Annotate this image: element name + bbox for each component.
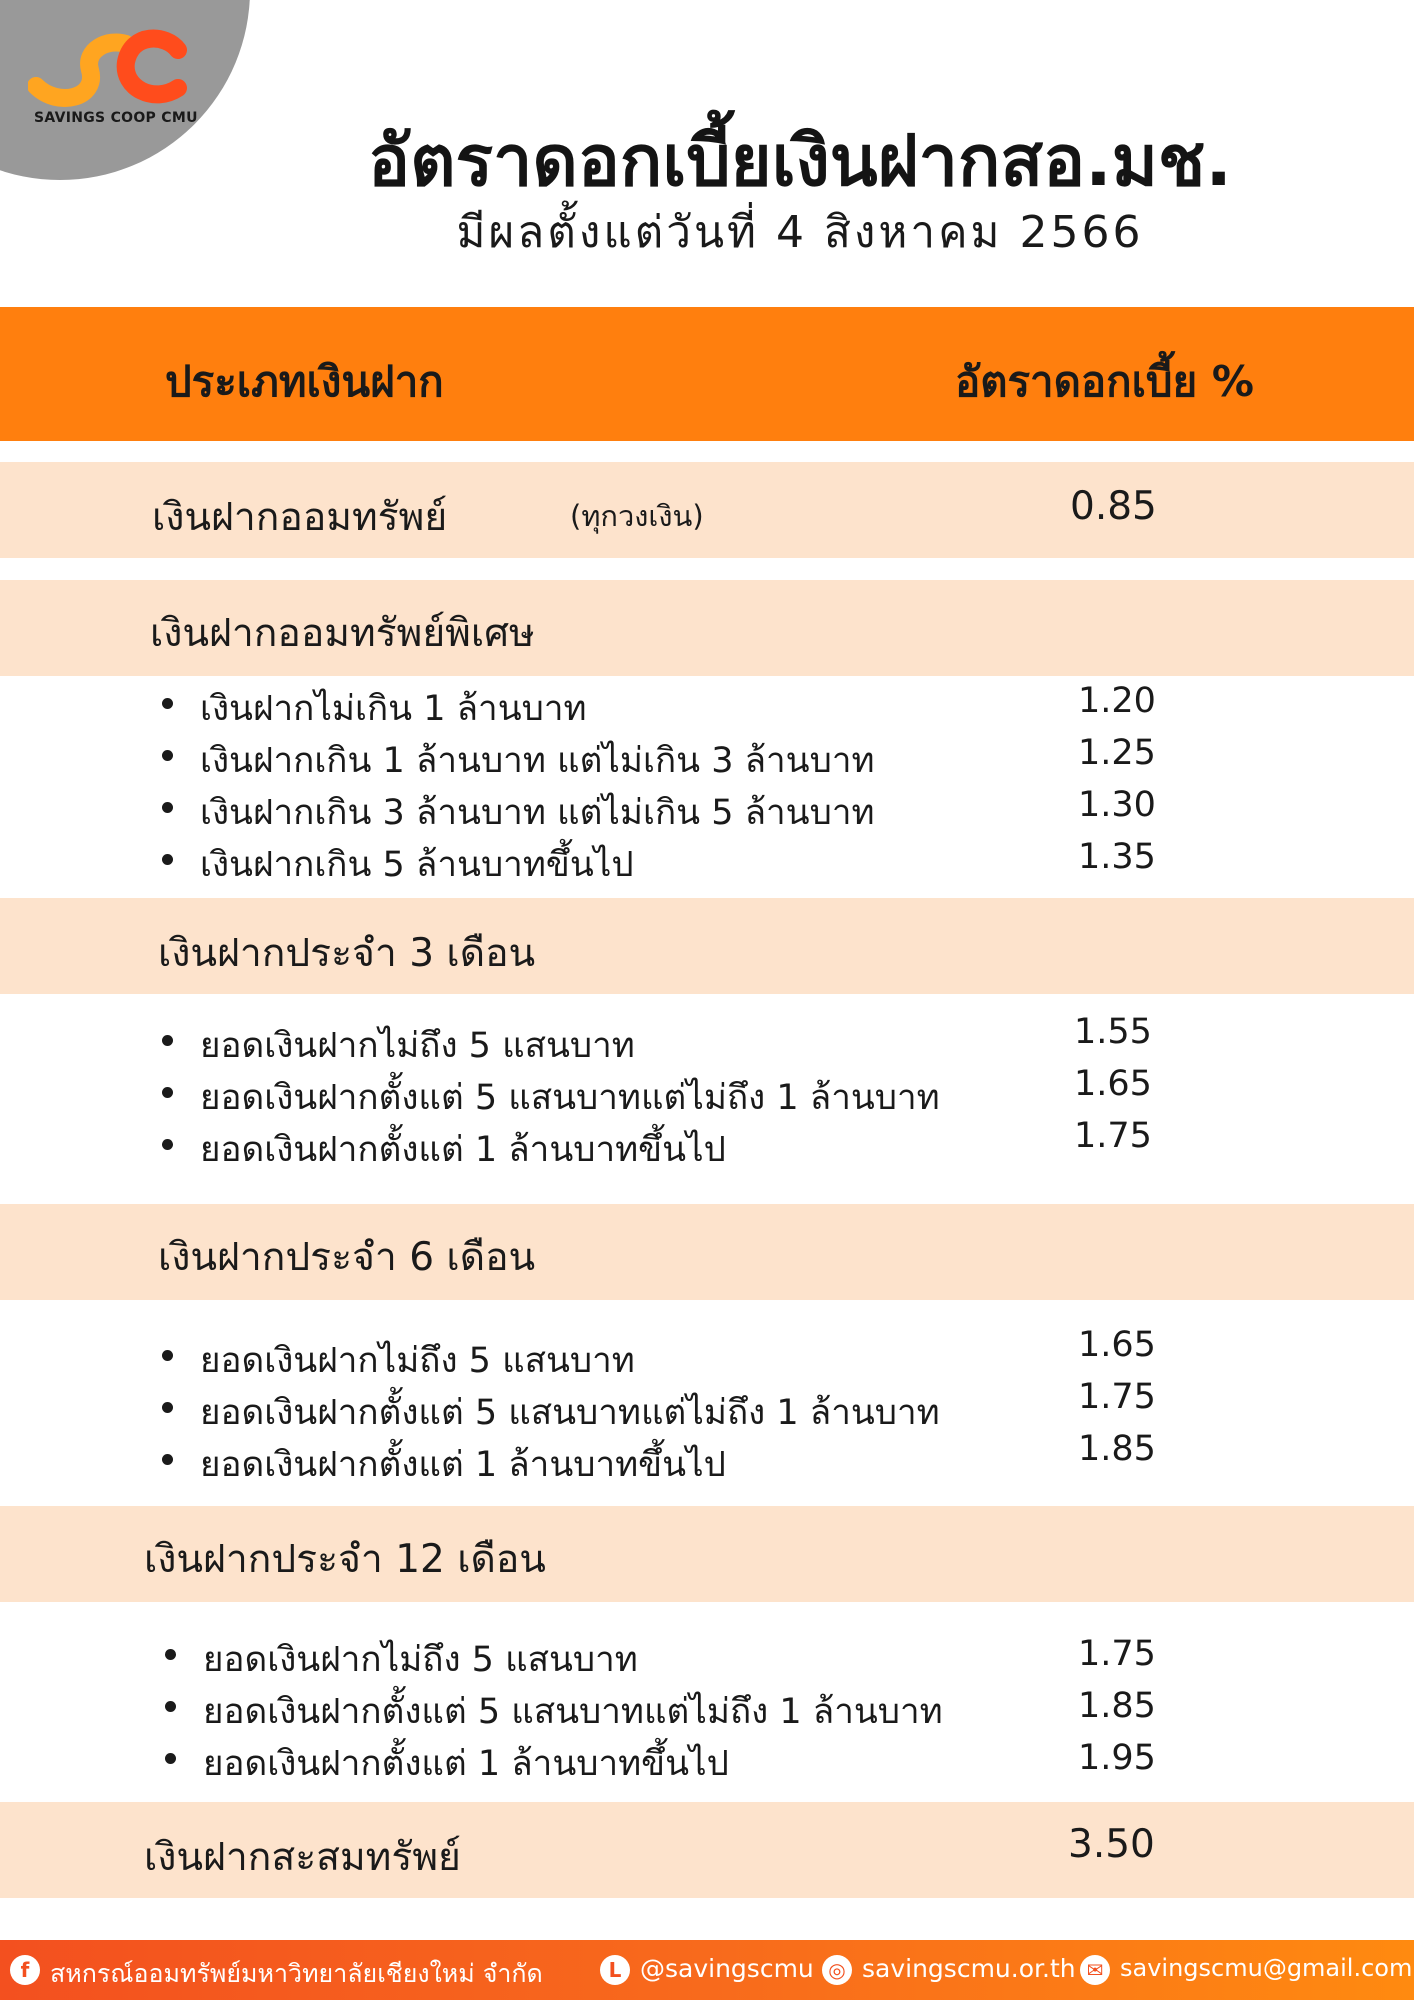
tier-label: เงินฝากเกิน 1 ล้านบาท แต่ไม่เกิน 3 ล้านบาท bbox=[200, 741, 875, 781]
fixed-6m-band bbox=[0, 1204, 1414, 1300]
bullet bbox=[162, 1454, 173, 1465]
tier-rate: 1.55 bbox=[1074, 1012, 1152, 1052]
savings-note: (ทุกวงเงิน) bbox=[570, 499, 704, 533]
tier-label: ยอดเงินฝากตั้งแต่ 1 ล้านบาทขึ้นไป bbox=[203, 1744, 729, 1784]
bullet bbox=[162, 854, 173, 865]
website-text: savingscmu.or.th bbox=[862, 1954, 1076, 1983]
tier-rate: 1.95 bbox=[1078, 1738, 1156, 1778]
tier-rate: 1.65 bbox=[1074, 1064, 1152, 1104]
line-text: @savingscmu bbox=[640, 1954, 814, 1983]
tier-rate: 1.75 bbox=[1074, 1116, 1152, 1156]
tier-rate: 1.25 bbox=[1078, 733, 1156, 773]
list-item bbox=[160, 1012, 1160, 1066]
table-header bbox=[0, 307, 1414, 441]
facebook-icon: f bbox=[10, 1955, 40, 1985]
line-icon: L bbox=[600, 1955, 630, 1985]
savings-band bbox=[0, 462, 1414, 558]
header-interest-rate: อัตราดอกเบี้ย % bbox=[955, 357, 1254, 406]
globe-icon: ◎ bbox=[822, 1955, 852, 1985]
tier-rate: 1.30 bbox=[1078, 785, 1156, 825]
list-item bbox=[163, 1684, 1163, 1732]
fixed-3m-band bbox=[0, 898, 1414, 994]
email-text: savingscmu@gmail.com bbox=[1120, 1954, 1413, 1982]
list-item bbox=[163, 1736, 1163, 1784]
fixed-12m-label: เงินฝากประจำ 12 เดือน bbox=[144, 1537, 546, 1582]
list-item bbox=[160, 837, 1160, 885]
tier-rate: 1.75 bbox=[1078, 1377, 1156, 1417]
facebook-text: สหกรณ์ออมทรัพย์มหาวิทยาลัยเชียงใหม่ จำกัด bbox=[50, 1959, 543, 1988]
footer-bar bbox=[0, 1940, 1414, 2000]
header-deposit-type: ประเภทเงินฝาก bbox=[165, 357, 444, 406]
list-item bbox=[163, 1632, 1163, 1680]
tier-rate: 1.65 bbox=[1078, 1325, 1156, 1365]
savings-label: เงินฝากออมทรัพย์ bbox=[152, 495, 448, 540]
list-item bbox=[160, 1377, 1160, 1433]
accumulated-rate: 3.50 bbox=[1068, 1822, 1155, 1867]
tier-rate: 1.85 bbox=[1078, 1686, 1156, 1726]
fixed-12m-band bbox=[0, 1506, 1414, 1602]
savings-rate: 0.85 bbox=[1070, 484, 1157, 529]
fixed-3m-label: เงินฝากประจำ 3 เดือน bbox=[158, 931, 536, 976]
list-item bbox=[160, 1064, 1160, 1118]
special-savings-label: เงินฝากออมทรัพย์พิเศษ bbox=[150, 611, 535, 656]
list-item bbox=[160, 1116, 1160, 1170]
tier-rate: 1.20 bbox=[1078, 681, 1156, 721]
tier-label: ยอดเงินฝากตั้งแต่ 5 แสนบาทแต่ไม่ถึง 1 ล้านบาท bbox=[200, 1393, 940, 1433]
bullet bbox=[165, 1701, 176, 1712]
tier-label: ยอดเงินฝากตั้งแต่ 1 ล้านบาทขึ้นไป bbox=[200, 1445, 726, 1485]
list-item bbox=[160, 1325, 1160, 1381]
accumulated-label: เงินฝากสะสมทรัพย์ bbox=[144, 1835, 461, 1880]
tier-rate: 1.35 bbox=[1078, 837, 1156, 877]
list-item bbox=[160, 681, 1160, 729]
bullet bbox=[162, 1035, 173, 1046]
bullet bbox=[165, 1649, 176, 1660]
mail-icon: ✉ bbox=[1080, 1955, 1110, 1985]
tier-rate: 1.75 bbox=[1078, 1634, 1156, 1674]
bullet bbox=[162, 1402, 173, 1413]
bullet bbox=[162, 698, 173, 709]
list-item bbox=[160, 785, 1160, 833]
savings-coop-logo-icon bbox=[28, 28, 188, 108]
tier-label: ยอดเงินฝากไม่ถึง 5 แสนบาท bbox=[200, 1341, 635, 1381]
fixed-6m-label: เงินฝากประจำ 6 เดือน bbox=[158, 1235, 536, 1280]
bullet bbox=[162, 1350, 173, 1361]
tier-label: ยอดเงินฝากไม่ถึง 5 แสนบาท bbox=[203, 1640, 638, 1680]
list-item bbox=[160, 1429, 1160, 1485]
tier-label: ยอดเงินฝากตั้งแต่ 5 แสนบาทแต่ไม่ถึง 1 ล้านบาท bbox=[200, 1078, 940, 1118]
special-savings-band bbox=[0, 580, 1414, 676]
tier-label: ยอดเงินฝากตั้งแต่ 5 แสนบาทแต่ไม่ถึง 1 ล้านบาท bbox=[203, 1692, 943, 1732]
bullet bbox=[162, 1139, 173, 1150]
tier-label: เงินฝากไม่เกิน 1 ล้านบาท bbox=[200, 689, 587, 729]
bullet bbox=[162, 1087, 173, 1098]
bullet bbox=[162, 750, 173, 761]
tier-rate: 1.85 bbox=[1078, 1429, 1156, 1469]
tier-label: เงินฝากเกิน 3 ล้านบาท แต่ไม่เกิน 5 ล้านบาท bbox=[200, 793, 875, 833]
effective-date: มีผลตั้งแต่วันที่ 4 สิงหาคม 2566 bbox=[456, 207, 1144, 258]
logo-text: SAVINGS COOP CMU bbox=[34, 110, 198, 126]
list-item bbox=[160, 733, 1160, 781]
tier-label: เงินฝากเกิน 5 ล้านบาทขึ้นไป bbox=[200, 845, 634, 885]
tier-label: ยอดเงินฝากตั้งแต่ 1 ล้านบาทขึ้นไป bbox=[200, 1130, 726, 1170]
bullet bbox=[162, 802, 173, 813]
page-title: อัตราดอกเบี้ยเงินฝากสอ.มช. bbox=[368, 120, 1232, 202]
tier-label: ยอดเงินฝากไม่ถึง 5 แสนบาท bbox=[200, 1026, 635, 1066]
accumulated-band bbox=[0, 1802, 1414, 1898]
bullet bbox=[165, 1753, 176, 1764]
